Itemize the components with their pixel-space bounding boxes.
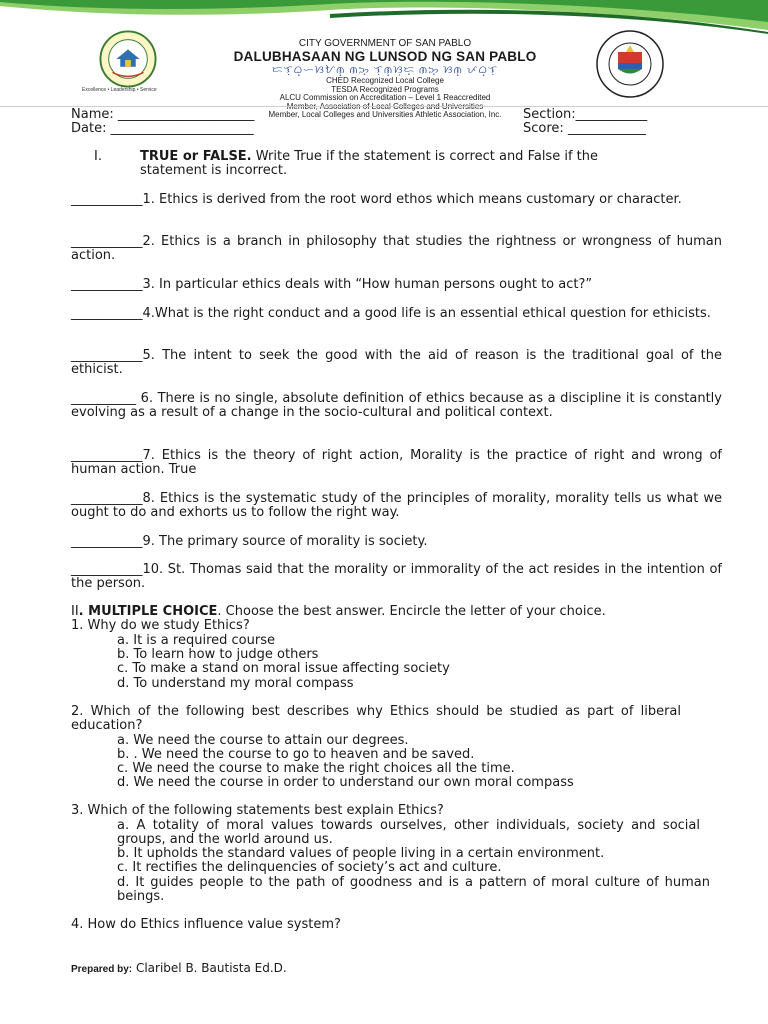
preparer-name: Claribel B. Bautista Ed.D. [132, 961, 287, 975]
mc-q3-option-a[interactable]: a. A totality of moral values towards ourselves, other individuals, society and social groups, and the world around us. [117, 818, 700, 848]
tf-item-5: ___________5. The intent to seek the good with the aid of reason is the traditional goal of the ethicist. [71, 348, 722, 378]
tf-item-6: __________ 6. There is no single, absolute definition of ethics because as a discipline it is constantly evolving as a result of a change in the socio-cultural and political context. [71, 391, 722, 421]
tf-item-10: ___________10. St. Thomas said that the morality or immorality of the act resides in the intention of the person. [71, 562, 722, 592]
letterhead-text [200, 38, 570, 120]
tf-item-4: ___________4.What is the right conduct and a good life is an essential ethical question for ethicists. [71, 306, 711, 321]
tf-item-2: ___________2. Ethics is a branch in philosophy that studies the rightness or wrongness of human action. [71, 234, 722, 264]
accreditation-line-1: CHED Recognized Local College [326, 76, 444, 85]
mc-q3-option-b[interactable]: b. It upholds the standard values of people living in a certain environment. [117, 846, 605, 861]
tf-item-1: ___________1. Ethics is derived from the root word ethos which means customary or character. [71, 192, 682, 207]
tf-item-8: ___________8. Ethics is the systematic study of the principles of morality, morality tells us what we ought to do and exhorts us to follow the right way. [71, 491, 722, 521]
mc-q2-option-c[interactable]: c. We need the course to make the right choices all the time. [117, 761, 515, 776]
accreditation-line-2: TESDA Recognized Programs [331, 84, 439, 94]
city-official-seal-logo [590, 28, 670, 100]
score-field[interactable]: Score: ____________ [523, 121, 646, 136]
section-field[interactable]: Section:___________ [523, 107, 648, 122]
mc-q1-option-b[interactable]: b. To learn how to judge others [117, 647, 319, 662]
section-1-instruction: Write True if the statement is correct and False if the [251, 149, 598, 164]
college-motto: Excellence • Leadership • Service [82, 87, 157, 93]
tf-item-3: ___________3. In particular ethics deals with “How human persons ought to act?” [71, 277, 593, 292]
prepared-by-footer [71, 961, 287, 976]
mc-q1-option-d[interactable]: d. To understand my moral compass [117, 676, 354, 691]
mc-q1-option-a[interactable]: a. It is a required course [117, 633, 275, 648]
mc-question-1: 1. Why do we study Ethics? [71, 618, 250, 633]
mc-q3-option-c[interactable]: c. It rectifies the delinquencies of society’s act and culture. [117, 860, 502, 875]
section-1-numeral: I. [94, 149, 102, 164]
mc-q2-option-d[interactable]: d. We need the course in order to understand our own moral compass [117, 775, 574, 790]
mc-question-2: 2. Which of the following best describes why Ethics should be studied as part of liberal education? [71, 704, 681, 734]
mc-q1-option-c[interactable]: c. To make a stand on moral issue affecting society [117, 661, 450, 676]
accreditation-line-3: ALCU Commission on Accreditation – Level 1 Reaccredited [279, 93, 491, 103]
mc-question-4: 4. How do Ethics influence value system? [71, 917, 341, 932]
college-seal-logo [99, 30, 157, 88]
date-field[interactable]: Date: ______________________ [71, 121, 254, 136]
accreditation-line-5: Member, Local Colleges and Universities Athletic Association, Inc. [268, 110, 502, 120]
tf-item-7: ___________7. Ethics is the theory of right action, Morality is the practice of right and wrong of human action. True [71, 448, 722, 478]
baybayin-script-line: ᜇᜎᜓᜊ᜔ᜑᜐᜀᜈ᜔ ᜈᜅ᜔ ᜎᜓᜈ᜔ᜐᜓᜇ᜔ ᜈᜅ᜔ ᜐᜈ᜔ ᜉᜊ᜔ᜎᜓ [272, 65, 498, 76]
prepared-by-label: Prepared by: [71, 964, 133, 975]
city-government-line: CITY GOVERNMENT OF SAN PABLO [298, 38, 472, 49]
university-name: DALUBHASAAN NG LUNSOD NG SAN PABLO [233, 49, 537, 64]
mc-question-3: 3. Which of the following statements best explain Ethics? [71, 803, 444, 818]
tf-item-9: ___________9. The primary source of morality is society. [71, 534, 428, 549]
section-1-instruction-cont: statement is incorrect. [140, 163, 288, 178]
section-1-title: TRUE or FALSE. [140, 149, 252, 164]
section-2-numeral: II [71, 604, 79, 619]
name-field[interactable]: Name: _____________________ [71, 107, 255, 122]
mc-q2-option-a[interactable]: a. We need the course to attain our degrees. [117, 733, 409, 748]
section-2-instruction: . Choose the best answer. Encircle the letter of your choice. [217, 604, 606, 619]
mc-q2-option-b[interactable]: b. . We need the course to go to heaven and be saved. [117, 747, 475, 762]
mc-q3-option-d[interactable]: d. It guides people to the path of goodness and is a pattern of moral culture of human beings. [117, 875, 710, 905]
section-2-title: . MULTIPLE CHOICE [78, 604, 218, 619]
